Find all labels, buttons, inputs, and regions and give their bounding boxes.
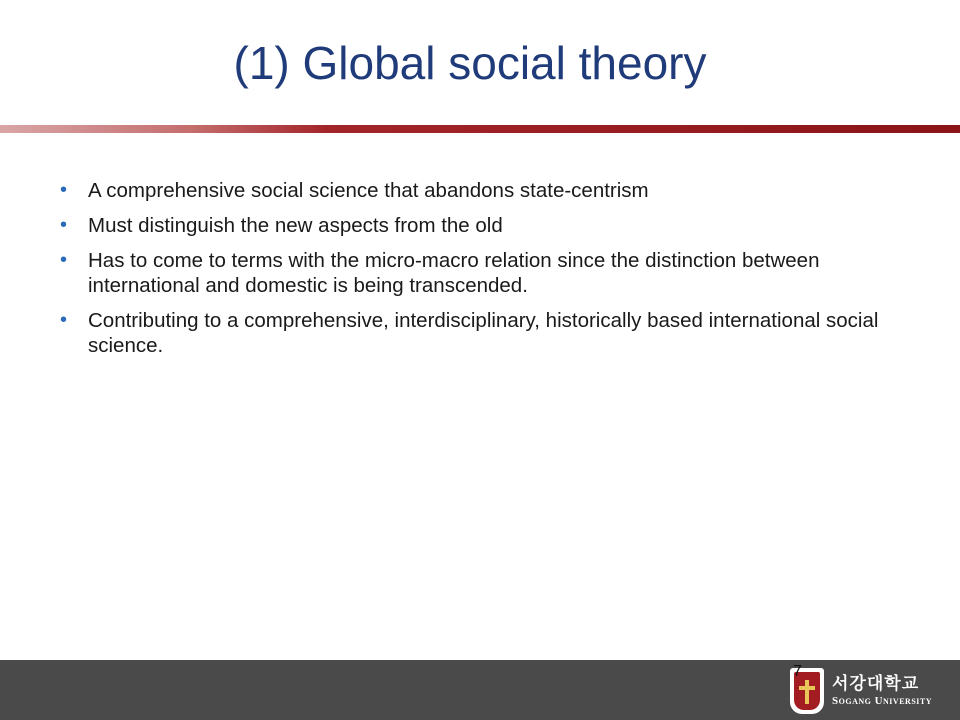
logo-text bbox=[832, 674, 932, 708]
bullet-icon: • bbox=[60, 214, 68, 236]
bullet-icon: • bbox=[60, 179, 68, 201]
bullet-list bbox=[60, 178, 920, 368]
slide-title: (1) Global social theory bbox=[233, 37, 707, 89]
bullet-icon: • bbox=[60, 309, 68, 331]
bullet-text: Has to come to terms with the micro-macro relation since the distinction between international and domestic is being transcended. bbox=[88, 249, 820, 297]
logo-korean-name: 서강대학교 bbox=[832, 674, 920, 694]
bullet-text: A comprehensive social science that abandons state-centrism bbox=[88, 179, 649, 202]
page-number: 7 bbox=[793, 663, 802, 680]
bullet-item bbox=[60, 308, 920, 358]
header-rule bbox=[0, 125, 960, 133]
bullet-text: Must distinguish the new aspects from the old bbox=[88, 214, 503, 237]
bullet-item bbox=[60, 178, 920, 203]
bullet-item bbox=[60, 213, 920, 238]
logo-english-name: Sogang University bbox=[832, 695, 932, 707]
bullet-text: Contributing to a comprehensive, interdisciplinary, historically based international social science. bbox=[88, 309, 879, 357]
bullet-icon: • bbox=[60, 249, 68, 271]
bullet-item bbox=[60, 248, 920, 298]
sogang-logo bbox=[790, 666, 940, 716]
